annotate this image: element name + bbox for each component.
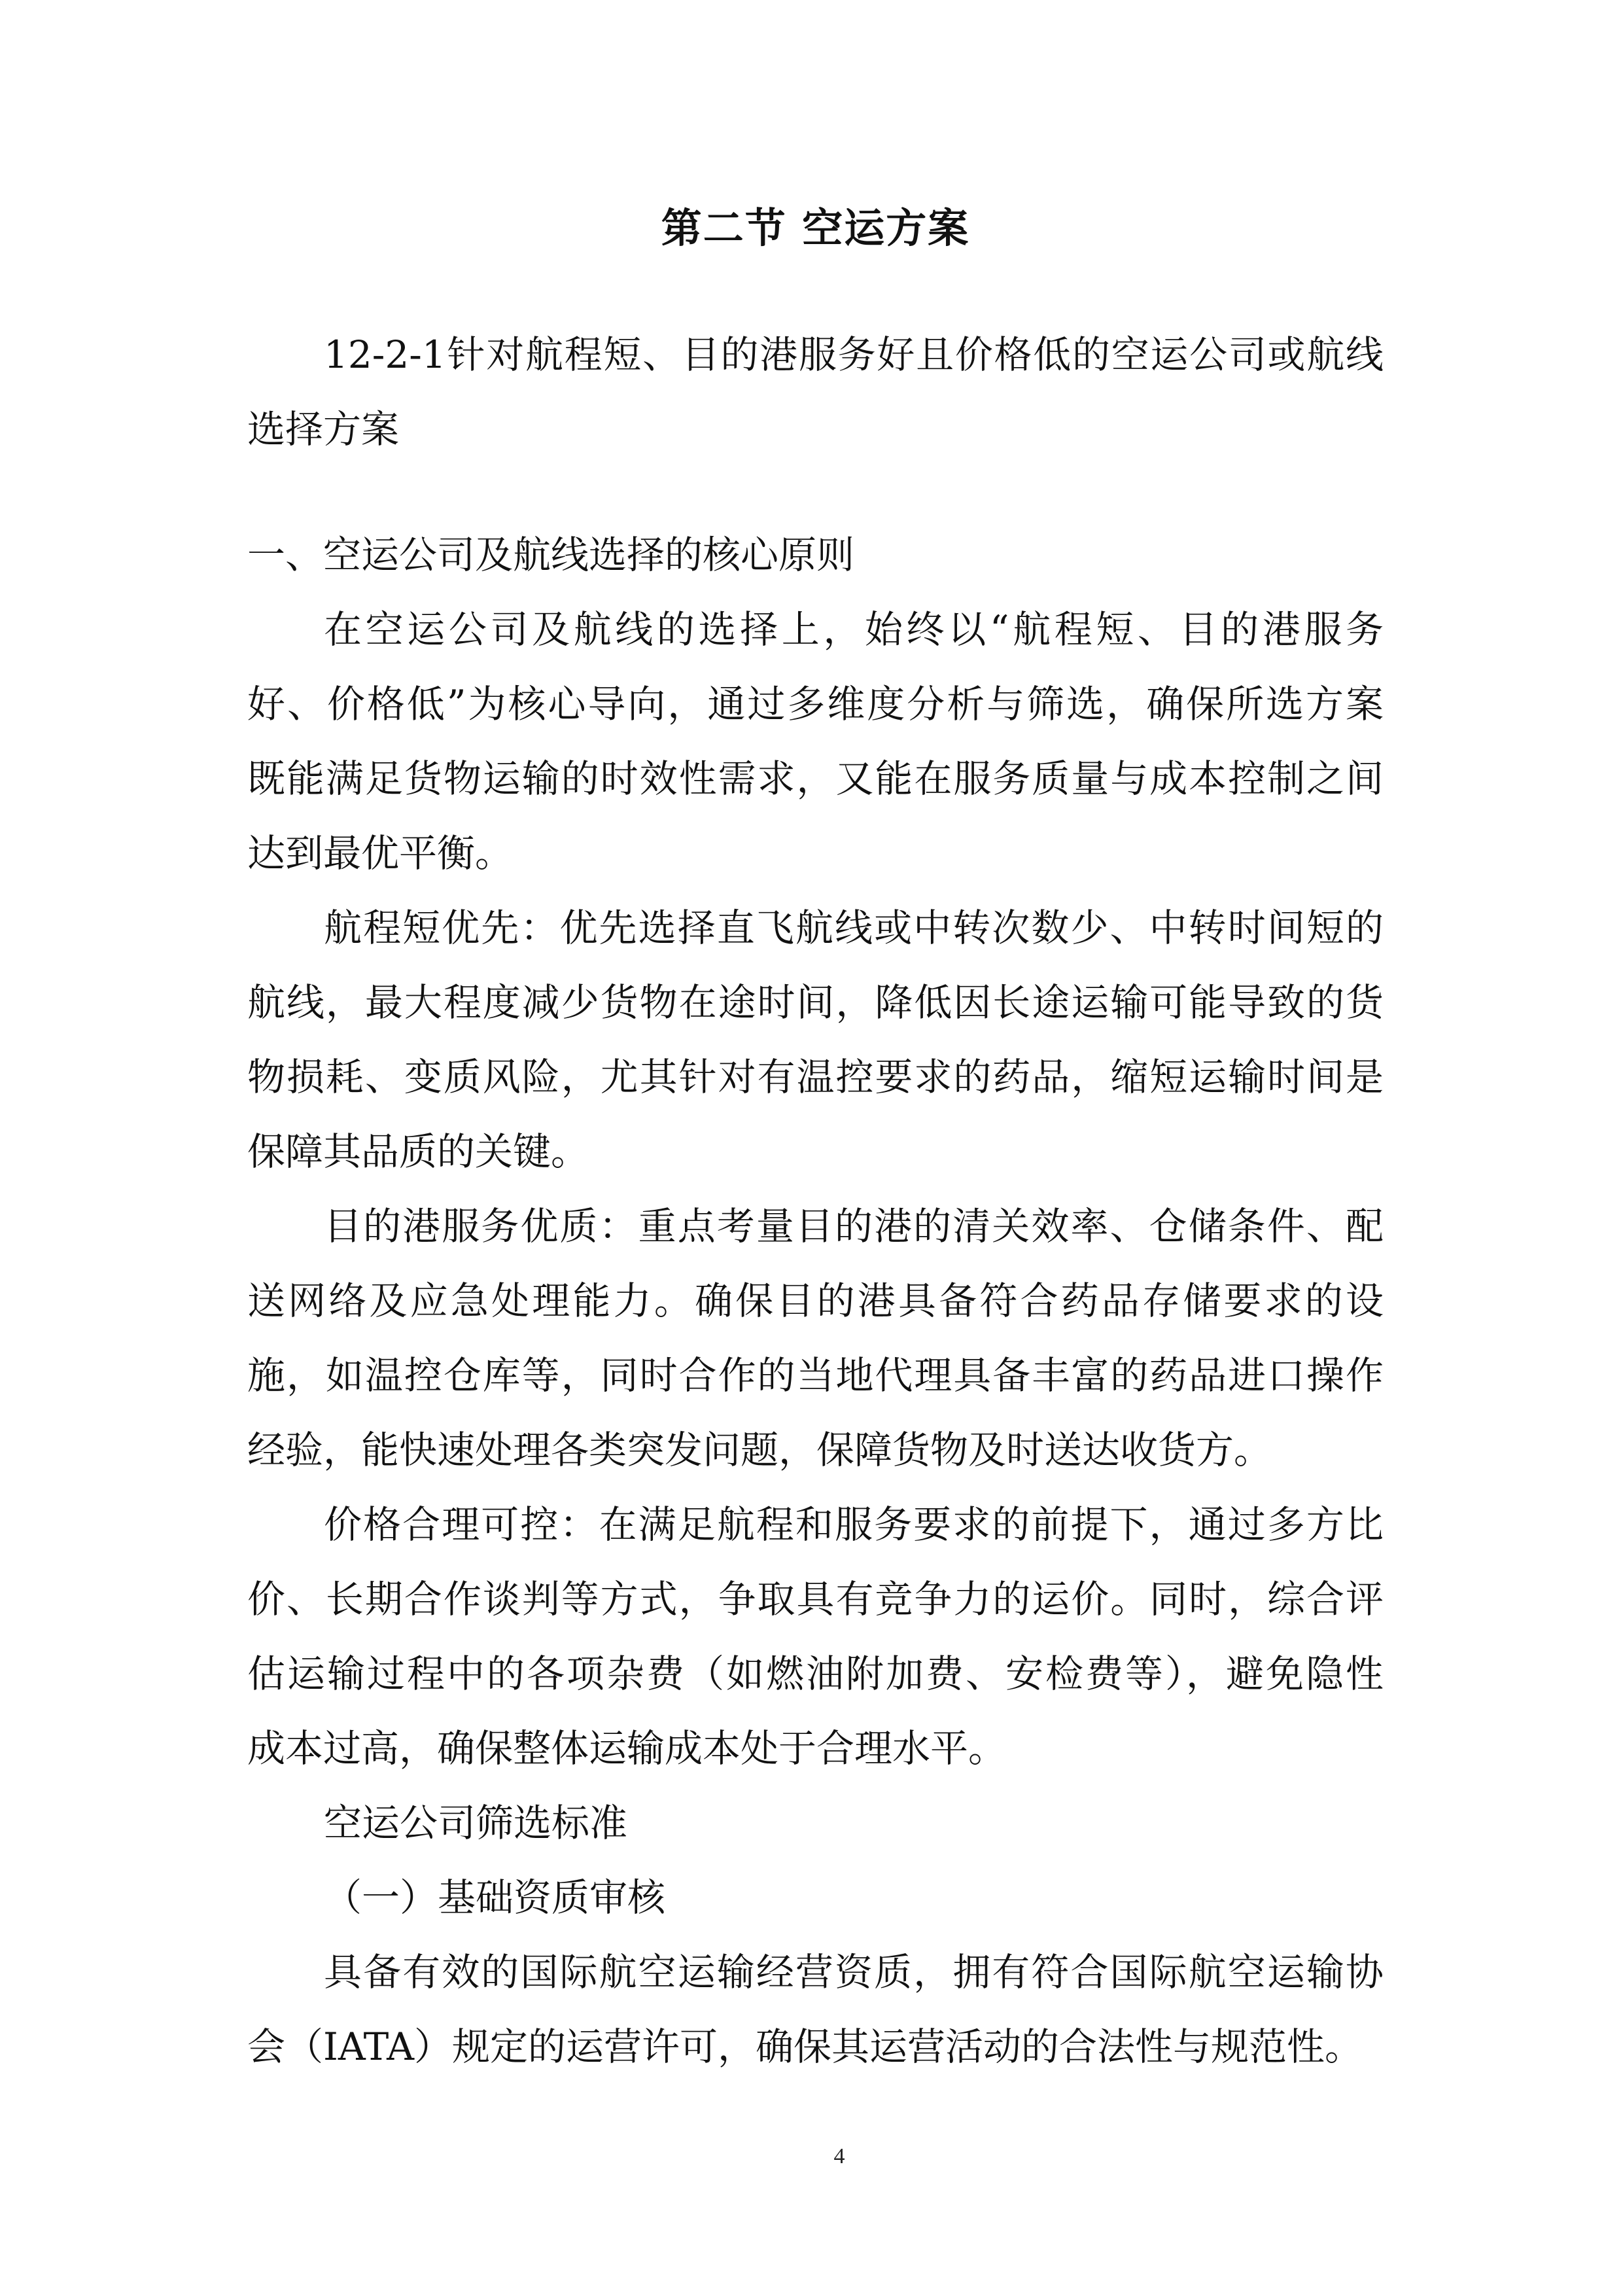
paragraph-short-route — [247, 891, 1384, 1189]
paragraph-line: 好、价格低”为核心导向，通过多维度分析与筛选，确保所选方案 — [247, 682, 1384, 726]
paragraph-price-control — [247, 1487, 1384, 1786]
paragraph-line: 选择方案 — [247, 407, 400, 451]
paragraph-line: 保障其品质的关键。 — [247, 1129, 589, 1174]
paragraph-line: 价格合理可控：在满足航程和服务要求的前提下，通过多方比 — [324, 1502, 1384, 1547]
heading-core-principles — [247, 518, 1384, 592]
paragraph-destination-service — [247, 1189, 1384, 1487]
paragraph-line: 估运输过程中的各项杂费（如燃油附加费、安检费等），避免隐性 — [247, 1651, 1384, 1696]
paragraph-line: 目的港服务优质：重点考量目的港的清关效率、仓储条件、配 — [324, 1204, 1384, 1248]
paragraph-selection-overview — [247, 592, 1384, 891]
paragraph-scheme-heading — [247, 317, 1384, 467]
paragraph-line: 既能满足货物运输的时效性需求，又能在服务质量与成本控制之间 — [247, 756, 1384, 801]
heading-basic-qualification — [247, 1860, 1384, 1935]
paragraph-line: 达到最优平衡。 — [247, 831, 514, 875]
paragraph-line: 会（IATA）规定的运营许可，确保其运营活动的合法性与规范性。 — [247, 2024, 1363, 2069]
paragraph-line: 具备有效的国际航空运输经营资质，拥有符合国际航空运输协 — [324, 1950, 1384, 1994]
paragraph-qualification-detail — [247, 1935, 1384, 2084]
paragraph-line: 送网络及应急处理能力。确保目的港具备符合药品存储要求的设 — [247, 1279, 1384, 1323]
paragraph-line: （一）基础资质审核 — [324, 1875, 666, 1920]
paragraph-line: 经验，能快速处理各类突发问题，保障货物及时送达收货方。 — [247, 1428, 1272, 1472]
paragraph-line: 空运公司筛选标准 — [324, 1801, 628, 1845]
section-title: 第二节 空运方案 — [661, 204, 970, 252]
paragraph-line: 成本过高，确保整体运输成本处于合理水平。 — [247, 1726, 1007, 1771]
paragraph-line: 12-2-1针对航程短、目的港服务好且价格低的空运公司或航线 — [324, 332, 1384, 377]
page-content — [247, 191, 1384, 2084]
paragraph-line: 物损耗、变质风险，尤其针对有温控要求的药品，缩短运输时间是 — [247, 1055, 1384, 1099]
paragraph-line: 航程短优先：优先选择直飞航线或中转次数少、中转时间短的 — [324, 906, 1384, 950]
paragraph-line: 一、空运公司及航线选择的核心原则 — [247, 533, 855, 577]
paragraph-line: 在空运公司及航线的选择上，始终以“航程短、目的港服务 — [324, 607, 1384, 652]
heading-screening-standards — [247, 1786, 1384, 1860]
paragraph-line: 航线，最大程度减少货物在途时间，降低因长途运输可能导致的货 — [247, 980, 1384, 1025]
paragraph-line: 施，如温控仓库等，同时合作的当地代理具备丰富的药品进口操作 — [247, 1353, 1384, 1398]
paragraph-line: 价、长期合作谈判等方式，争取具有竞争力的运价。同时，综合评 — [247, 1577, 1384, 1621]
page-number: 4 — [833, 2144, 845, 2168]
